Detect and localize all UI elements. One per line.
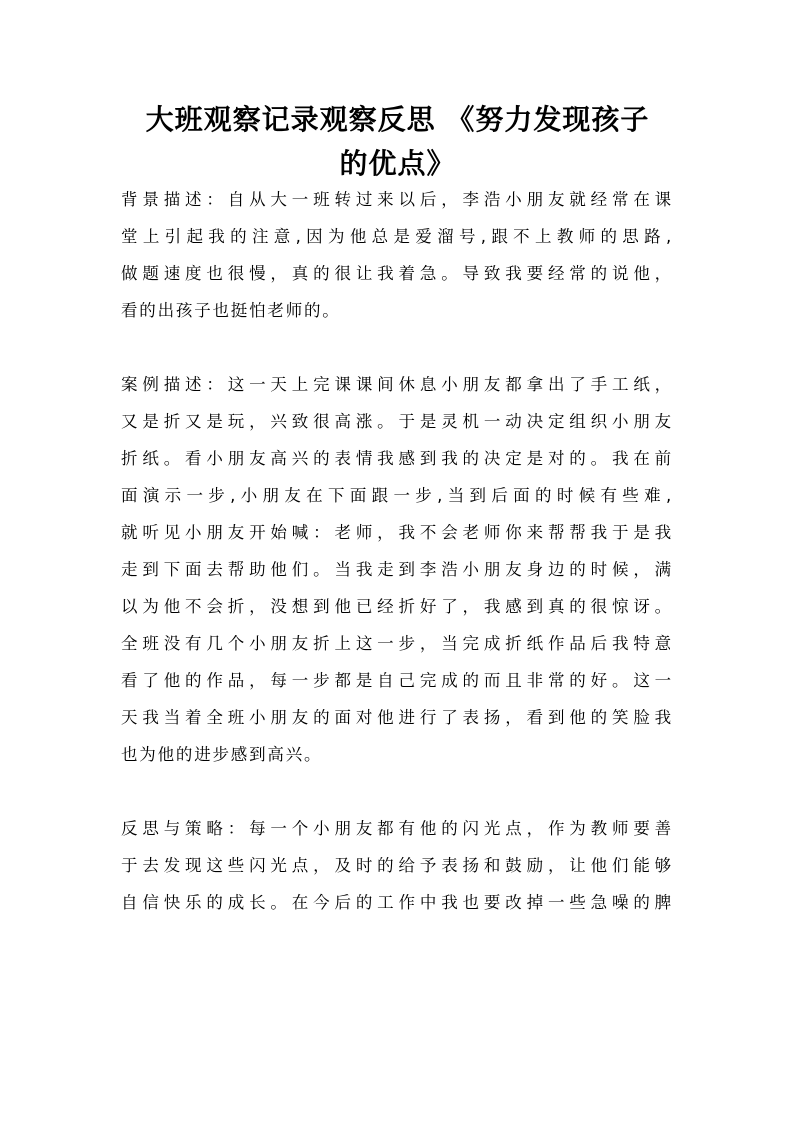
background-paragraph [121,181,673,329]
text-line: 案例描述：这一天上完课课间休息小朋友都拿出了手工纸， [121,375,673,394]
paragraph-gap [121,773,673,810]
reflection-paragraph [121,810,673,921]
title-line-2: 的优点》 [339,147,456,180]
text-line: 天我当着全班小朋友的面对他进行了表扬，看到他的笑脸我 [121,708,673,727]
text-line: 以为他不会折，没想到他已经折好了，我感到真的很惊讶。 [121,597,673,616]
document-title [110,98,685,186]
text-line: 又是折又是玩，兴致很高涨。于是灵机一动决定组织小朋友 [121,412,673,431]
text-line: 也为他的进步感到高兴。 [121,745,323,764]
title-line-1: 大班观察记录观察反思 《努力发现孩子 [145,103,650,136]
text-line: 背景描述：自从大一班转过来以后，李浩小朋友就经常在课 [121,190,673,209]
text-line: 看的出孩子也挺怕老师的。 [121,301,341,320]
text-line: 全班没有几个小朋友折上这一步，当完成折纸作品后我特意 [121,634,673,653]
text-line: 看了他的作品，每一步都是自己完成的而且非常的好。这一 [121,671,673,690]
document-body [121,181,673,921]
case-paragraph [121,366,673,773]
text-line: 自信快乐的成长。在今后的工作中我也要改掉一些急噪的脾 [121,893,673,912]
text-line: 就听见小朋友开始喊：老师，我不会老师你来帮帮我于是我 [121,523,673,542]
text-line: 折纸。看小朋友高兴的表情我感到我的决定是对的。我在前 [121,449,673,468]
text-line: 反思与策略：每一个小朋友都有他的闪光点，作为教师要善 [121,819,673,838]
text-line: 于去发现这些闪光点，及时的给予表扬和鼓励，让他们能够 [121,856,673,875]
text-line: 堂上引起我的注意,因为他总是爱溜号,跟不上教师的思路, [121,227,673,246]
text-line: 走到下面去帮助他们。当我走到李浩小朋友身边的时候，满 [121,560,673,579]
paragraph-gap [121,329,673,366]
text-line: 做题速度也很慢，真的很让我着急。导致我要经常的说他， [121,264,673,283]
text-line: 面演示一步,小朋友在下面跟一步,当到后面的时候有些难, [121,486,673,505]
